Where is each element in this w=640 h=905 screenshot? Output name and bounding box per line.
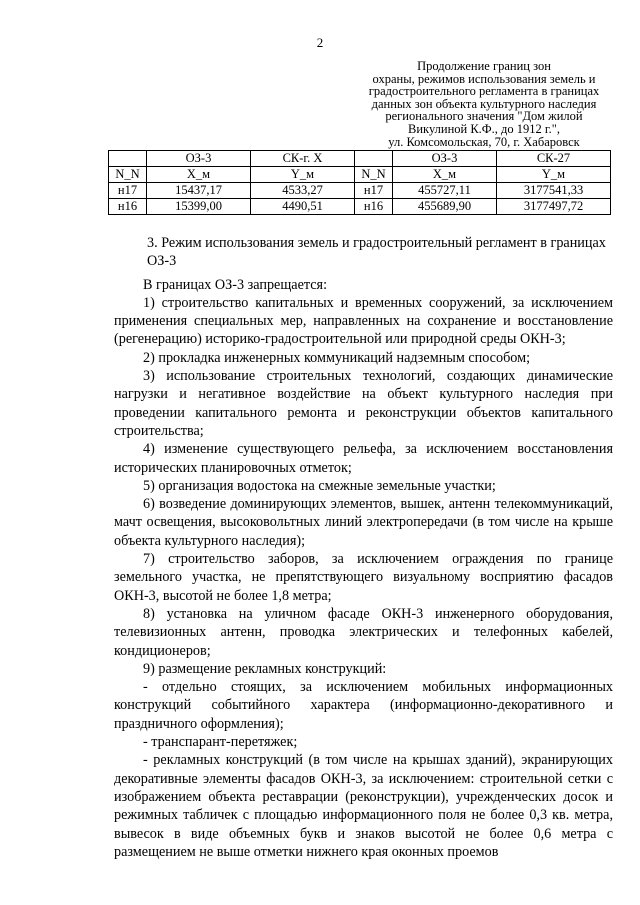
- table-zone-row: [109, 151, 611, 167]
- table-cell: 4533,27: [251, 183, 355, 199]
- paragraph: - рекламных конструкций (в том числе на крышах зданий), экранирующих декоративные элементы фасадов ОКН-3, за исключением: строительной сетки с изображением объекта реставрации (реконструкции), учрежденческих досок и режимных табличек с площадью информационного поля не более 0,3 кв. метра, вывесок в виде объемных букв и знаков высотой не более 0,6 метра с размещением не выше отметки нижнего края оконных проемов: [114, 752, 613, 860]
- paragraph: 1) строительство капитальных и временных сооружений, за исключением применения специальных мер, направленных на сохранение и восстановление (регенерацию) историко-градостроительной или природной среды ОКН-3;: [114, 294, 613, 348]
- table-cell: н16: [109, 199, 147, 215]
- paragraph: 2) прокладка инженерных коммуникаций надземным способом;: [143, 349, 531, 366]
- paragraph: 6) возведение доминирующих элементов, вышек, антенн телекоммуникаций, мачт освещения, высоковольтных линий электропередачи (в том числе на крыше объекта культурного наследия);: [114, 496, 613, 549]
- caption-line: Викулиной К.Ф., до 1912 г.",: [408, 121, 560, 136]
- table-header-cell: Y_м: [251, 167, 355, 183]
- caption-line: градостроительного регламента в границах: [368, 84, 600, 99]
- table-header-cell: X_м: [147, 167, 251, 183]
- table-header-cell: N_N: [355, 167, 393, 183]
- table-cell: ОЗ-3: [393, 151, 497, 167]
- table-cell: н17: [109, 183, 147, 199]
- table-cell: н16: [355, 199, 393, 215]
- table-cell: [355, 151, 393, 167]
- page-number: 2: [316, 35, 324, 50]
- table-row: [109, 199, 611, 215]
- paragraph: В границах ОЗ-3 запрещается:: [143, 276, 328, 293]
- coordinates-table: [108, 150, 611, 215]
- caption-line: Продолжение границ зон: [417, 59, 551, 73]
- table-cell: 15437,17: [147, 183, 251, 199]
- paragraph: - отдельно стоящих, за исключением мобильных информационных конструкций событийного характера (информационно-декоративного и праздничного оформления);: [114, 679, 613, 732]
- table-cell: 3177497,72: [497, 199, 611, 215]
- table-cell: 3177541,33: [497, 183, 611, 199]
- table-cell: 4490,51: [251, 199, 355, 215]
- table-cell: СК-г. Х: [251, 151, 355, 167]
- table-header-cell: X_м: [393, 167, 497, 183]
- paragraph: 8) установка на уличном фасаде ОКН-3 инженерного оборудования, телевизионных антенн, проводка электрических и телефонных кабелей, кондиционеров;: [114, 605, 613, 659]
- caption-line: данных зон объекта культурного наследия: [371, 96, 597, 111]
- table-cell: 15399,00: [147, 199, 251, 215]
- caption-line: ул. Комсомольская, 70, г. Хабаровск: [388, 134, 580, 149]
- document-body: [114, 234, 613, 861]
- caption-line: регионального значения "Дом жилой: [385, 109, 583, 124]
- table-cell: н17: [355, 183, 393, 199]
- table-cell: ОЗ-3: [147, 151, 251, 167]
- paragraph: 7) строительство заборов, за исключением ограждения по границе земельного участка, не препятствующего визуальному восприятию фасадов ОКН-3, высотой не более 1,8 метра;: [114, 551, 613, 604]
- paragraph: 5) организация водостока на смежные земельные участки;: [143, 477, 496, 494]
- paragraph: 9) размещение рекламных конструкций:: [143, 660, 387, 677]
- table-row: [109, 183, 611, 199]
- table-cell: 455727,11: [393, 183, 497, 199]
- table-cell: [109, 151, 147, 167]
- paragraph: 4) изменение существующего рельефа, за исключением восстановления исторических планировочных отметок;: [114, 441, 613, 476]
- table-cell: СК-27: [497, 151, 611, 167]
- table-header-row: [109, 167, 611, 183]
- paragraph: 3) использование строительных технологий, создающих динамические нагрузки и негативное воздействие на объект культурного наследия при проведении капитального ремонта и реконструкции объектов капитального строительства;: [114, 368, 613, 439]
- table-header-cell: N_N: [109, 167, 147, 183]
- section-heading: 3. Режим использования земель и градостроительный регламент в границах ОЗ-3: [147, 235, 606, 270]
- table-header-cell: Y_м: [497, 167, 611, 183]
- appendix-caption: [352, 60, 616, 148]
- table-cell: 455689,90: [393, 199, 497, 215]
- caption-line: охраны, режимов использования земель и: [372, 71, 596, 86]
- paragraph: - транспарант-перетяжек;: [143, 734, 298, 751]
